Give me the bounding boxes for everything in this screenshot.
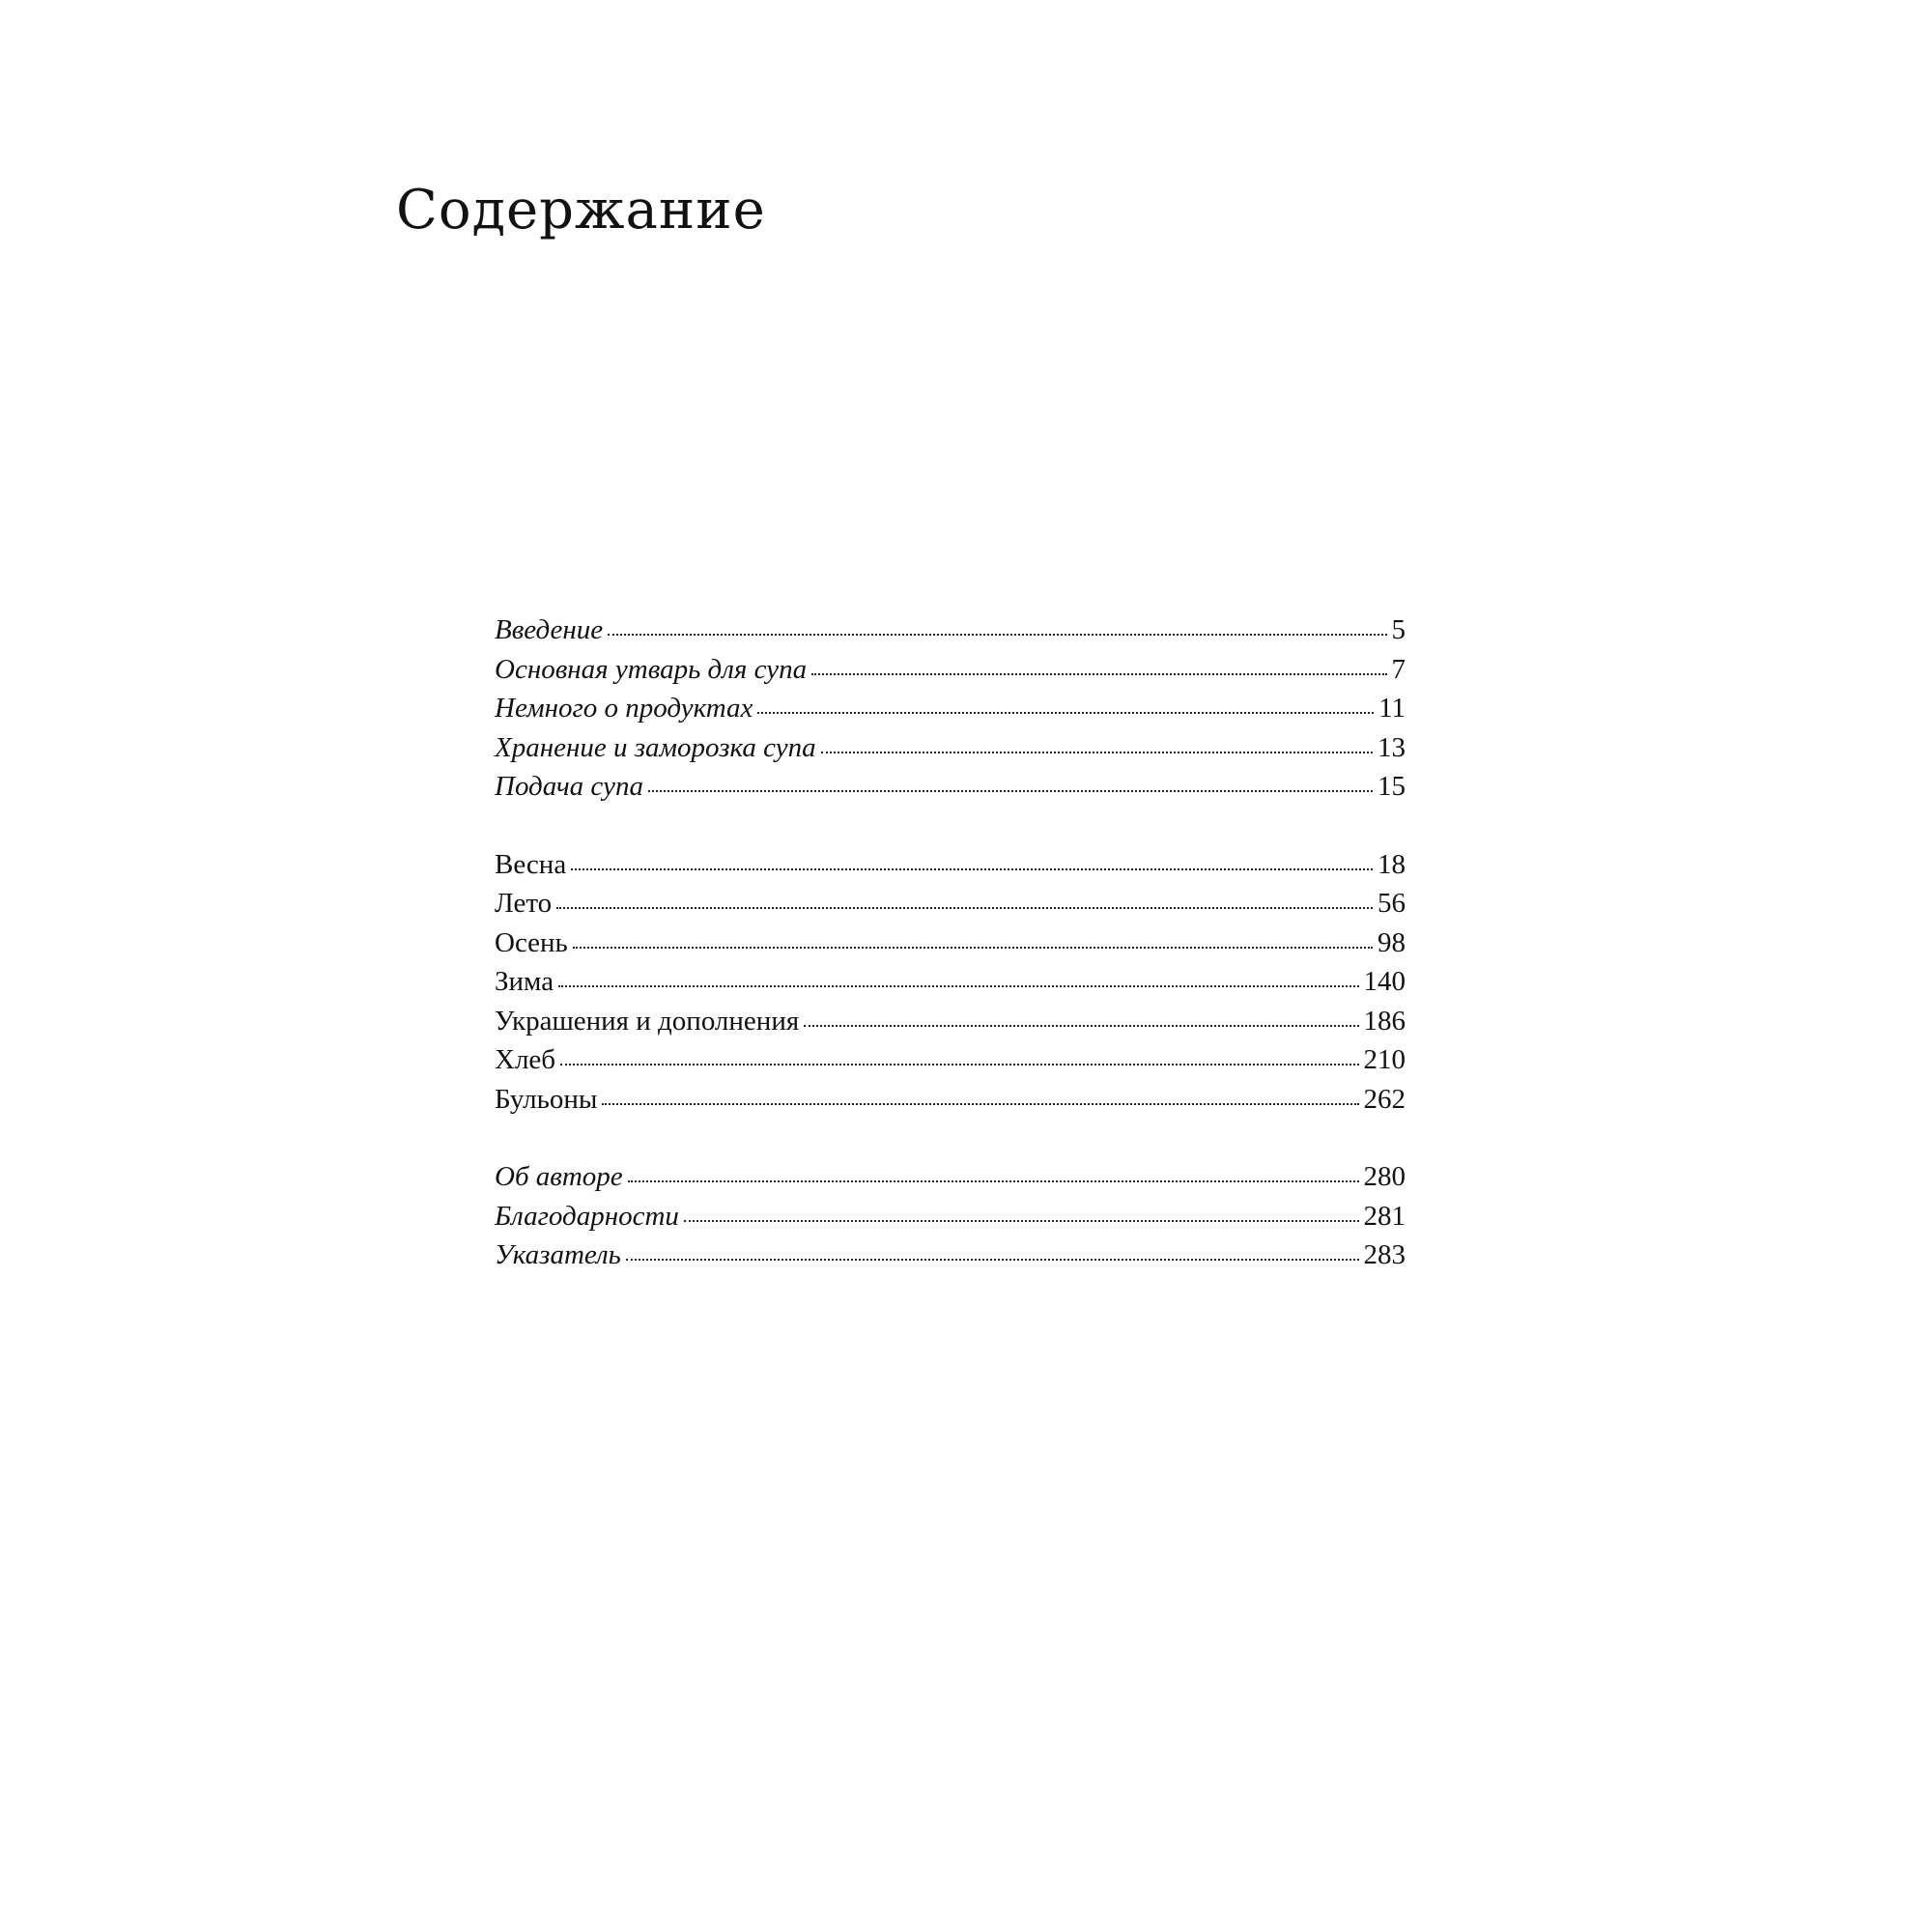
toc-entry-label: Хлеб <box>495 1044 556 1075</box>
toc-dot-leader <box>556 907 1373 909</box>
toc-dot-leader <box>804 1025 1358 1027</box>
toc-entry[interactable] <box>495 1236 1406 1275</box>
toc-entry[interactable] <box>495 1002 1406 1041</box>
toc-entry-page: 283 <box>1363 1239 1406 1270</box>
toc-dot-leader <box>648 790 1373 792</box>
toc-entry[interactable] <box>495 689 1406 728</box>
toc-entry-page: 7 <box>1391 653 1406 685</box>
toc-entry-label: Основная утварь для супа <box>495 653 808 685</box>
toc-dot-leader <box>684 1220 1359 1222</box>
toc-entry-page: 262 <box>1363 1083 1406 1115</box>
toc-dot-leader <box>602 1103 1358 1105</box>
toc-entry-label: Об авторе <box>495 1161 623 1192</box>
toc-entry[interactable] <box>495 962 1406 1002</box>
toc-entry-label: Украшения и дополнения <box>495 1005 800 1037</box>
toc-entry-label: Весна <box>495 848 567 880</box>
toc-entry-label: Зима <box>495 966 554 997</box>
toc-dot-leader <box>560 1064 1358 1065</box>
toc-entry-page: 281 <box>1363 1200 1406 1232</box>
table-of-contents <box>495 611 1406 1314</box>
toc-entry-label: Указатель <box>495 1239 621 1270</box>
toc-entry[interactable] <box>495 611 1406 650</box>
toc-dot-leader <box>821 752 1373 753</box>
toc-dot-leader <box>757 712 1374 714</box>
toc-entry-page: 140 <box>1363 966 1406 997</box>
toc-entry-page: 15 <box>1378 771 1406 802</box>
toc-entry-page: 210 <box>1363 1044 1406 1075</box>
toc-entry-page: 186 <box>1363 1005 1406 1037</box>
toc-entry-page: 56 <box>1378 888 1406 919</box>
toc-entry-label: Подача супа <box>495 771 643 802</box>
toc-entry-label: Хранение и заморозка супа <box>495 731 816 763</box>
toc-group-back-matter <box>495 1157 1406 1275</box>
toc-dot-leader <box>626 1259 1359 1261</box>
toc-dot-leader <box>573 947 1373 949</box>
toc-entry-label: Немного о продуктах <box>495 693 753 724</box>
toc-entry-page: 18 <box>1378 848 1406 880</box>
page-title: Содержание <box>396 179 766 242</box>
toc-dot-leader <box>628 1180 1359 1182</box>
toc-dot-leader <box>811 673 1386 675</box>
toc-group-front-matter <box>495 611 1406 807</box>
toc-dot-leader <box>558 985 1358 987</box>
toc-entry-label: Благодарности <box>495 1200 679 1232</box>
toc-entry[interactable] <box>495 1080 1406 1120</box>
toc-entry[interactable] <box>495 923 1406 963</box>
toc-entry[interactable] <box>495 1197 1406 1236</box>
toc-dot-leader <box>571 868 1373 870</box>
toc-group-chapters <box>495 845 1406 1120</box>
toc-entry-page: 11 <box>1378 693 1406 724</box>
toc-dot-leader <box>608 634 1386 636</box>
toc-entry-page: 13 <box>1378 731 1406 763</box>
toc-entry-page: 280 <box>1363 1161 1406 1192</box>
toc-entry-label: Осень <box>495 926 568 958</box>
toc-entry-label: Введение <box>495 614 604 645</box>
toc-entry[interactable] <box>495 1040 1406 1080</box>
toc-entry[interactable] <box>495 767 1406 807</box>
toc-entry-page: 98 <box>1378 926 1406 958</box>
toc-entry[interactable] <box>495 728 1406 768</box>
toc-entry[interactable] <box>495 845 1406 885</box>
toc-entry-label: Лето <box>495 888 553 919</box>
toc-entry[interactable] <box>495 1157 1406 1197</box>
toc-entry-page: 5 <box>1391 614 1406 645</box>
toc-entry[interactable] <box>495 884 1406 923</box>
toc-entry[interactable] <box>495 650 1406 690</box>
toc-entry-label: Бульоны <box>495 1083 598 1115</box>
